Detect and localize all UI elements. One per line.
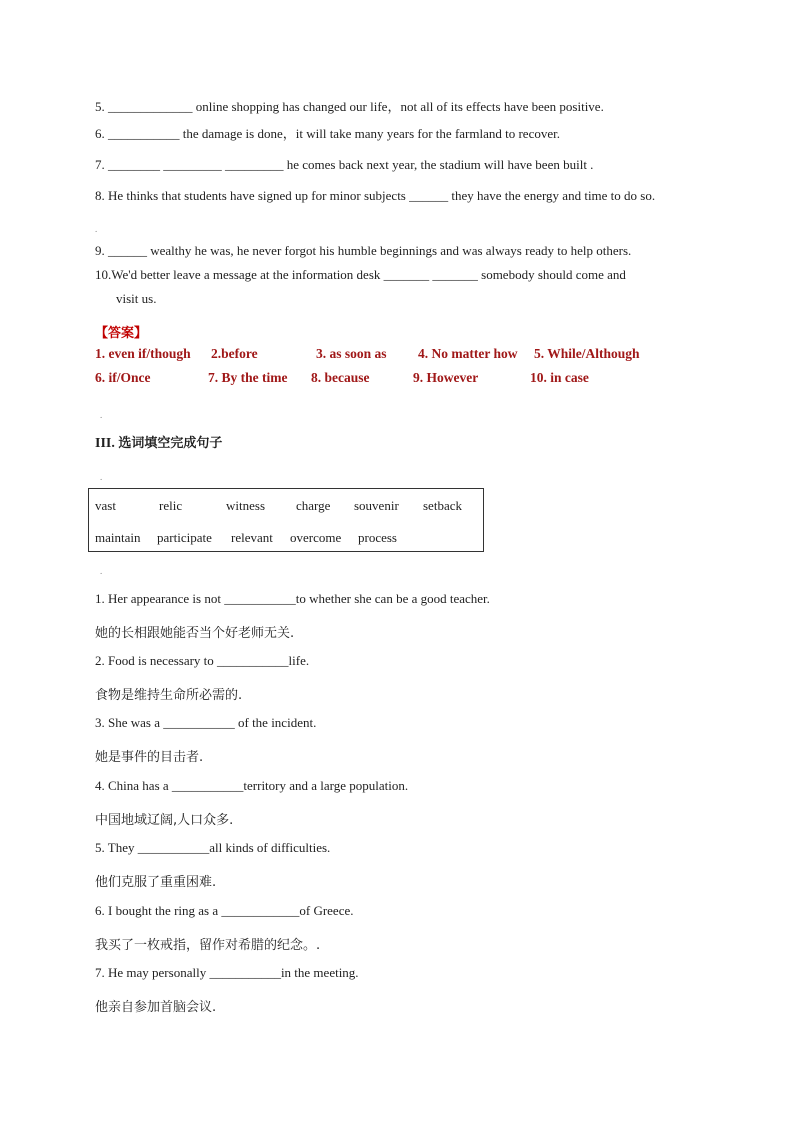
answer-2: 2.before xyxy=(211,346,258,361)
answers-title: 【答案】 xyxy=(95,326,148,341)
sentence-10-continued: visit us. xyxy=(116,291,157,306)
answer-5: 5. While/Although xyxy=(534,346,640,361)
word-bank-item: souvenir xyxy=(354,498,399,513)
exercise-1-chinese: 她的长相跟她能否当个好老师无关. xyxy=(95,626,295,641)
word-bank-item: participate xyxy=(157,530,212,545)
word-bank xyxy=(88,488,484,552)
exercise-6-chinese: 我买了一枚戒指，留作对希腊的纪念。. xyxy=(95,938,321,953)
word-bank-item: setback xyxy=(423,498,462,513)
word-bank-item: relic xyxy=(159,498,183,513)
exercise-1-english: 1. Her appearance is not ___________to whether she can be a good teacher. xyxy=(95,591,490,606)
paragraph-mark: . xyxy=(100,410,103,420)
exercise-4-english: 4. China has a ___________territory and a large population. xyxy=(95,778,409,793)
word-bank-item: maintain xyxy=(95,530,141,545)
answer-9: 9. However xyxy=(413,370,479,385)
sentence-8: 8. He thinks that students have signed up for minor subjects ______ they have the energy and time to do so. xyxy=(95,188,656,203)
exercise-7-english: 7. He may personally ___________in the meeting. xyxy=(95,965,359,980)
exercise-5-english: 5. They ___________all kinds of difficulties. xyxy=(95,840,331,855)
exercise-4-chinese: 中国地域辽阔,人口众多. xyxy=(95,813,234,828)
sentence-9: 9. ______ wealthy he was, he never forgot his humble beginnings and was always ready to help others. xyxy=(95,243,632,258)
exercise-6-english: 6. I bought the ring as a ____________of Greece. xyxy=(95,903,354,918)
exercise-3-chinese: 她是事件的目击者. xyxy=(95,750,204,765)
exercise-5-chinese: 他们克服了重重困难. xyxy=(95,875,217,890)
word-bank-item: witness xyxy=(226,498,265,513)
word-bank-item: overcome xyxy=(290,530,342,545)
exercise-2-english: 2. Food is necessary to ___________life. xyxy=(95,653,310,668)
paragraph-mark: . xyxy=(95,224,98,234)
sentence-5: 5. _____________ online shopping has changed our life，not all of its effects have been positive. xyxy=(95,99,604,114)
word-bank-item: process xyxy=(358,530,397,545)
paragraph-mark: . xyxy=(100,472,103,482)
answer-1: 1. even if/though xyxy=(95,346,191,361)
exercise-2-chinese: 食物是维持生命所必需的. xyxy=(95,688,243,703)
answer-8: 8. because xyxy=(311,370,370,385)
paragraph-mark: . xyxy=(100,566,103,576)
exercise-7-chinese: 他亲自参加首脑会议. xyxy=(95,1000,217,1015)
section-title: 选词填空完成句子 xyxy=(118,436,223,451)
answer-7: 7. By the time xyxy=(208,370,288,385)
sentence-6: 6. ___________ the damage is done，it will take many years for the farmland to recover. xyxy=(95,126,560,141)
sentence-7: 7. ________ _________ _________ he comes back next year, the stadium will have been built . xyxy=(95,157,594,172)
answer-4: 4. No matter how xyxy=(418,346,518,361)
section-number: III. xyxy=(95,436,115,451)
answer-6: 6. if/Once xyxy=(95,370,151,385)
word-bank-item: vast xyxy=(95,498,116,513)
word-bank-item: charge xyxy=(296,498,331,513)
section-heading xyxy=(95,432,222,452)
answer-10: 10. in case xyxy=(530,370,589,385)
exercise-3-english: 3. She was a ___________ of the incident. xyxy=(95,715,317,730)
answer-3: 3. as soon as xyxy=(316,346,387,361)
sentence-10: 10.We'd better leave a message at the information desk _______ _______ somebody should come and xyxy=(95,267,626,282)
word-bank-item: relevant xyxy=(231,530,273,545)
